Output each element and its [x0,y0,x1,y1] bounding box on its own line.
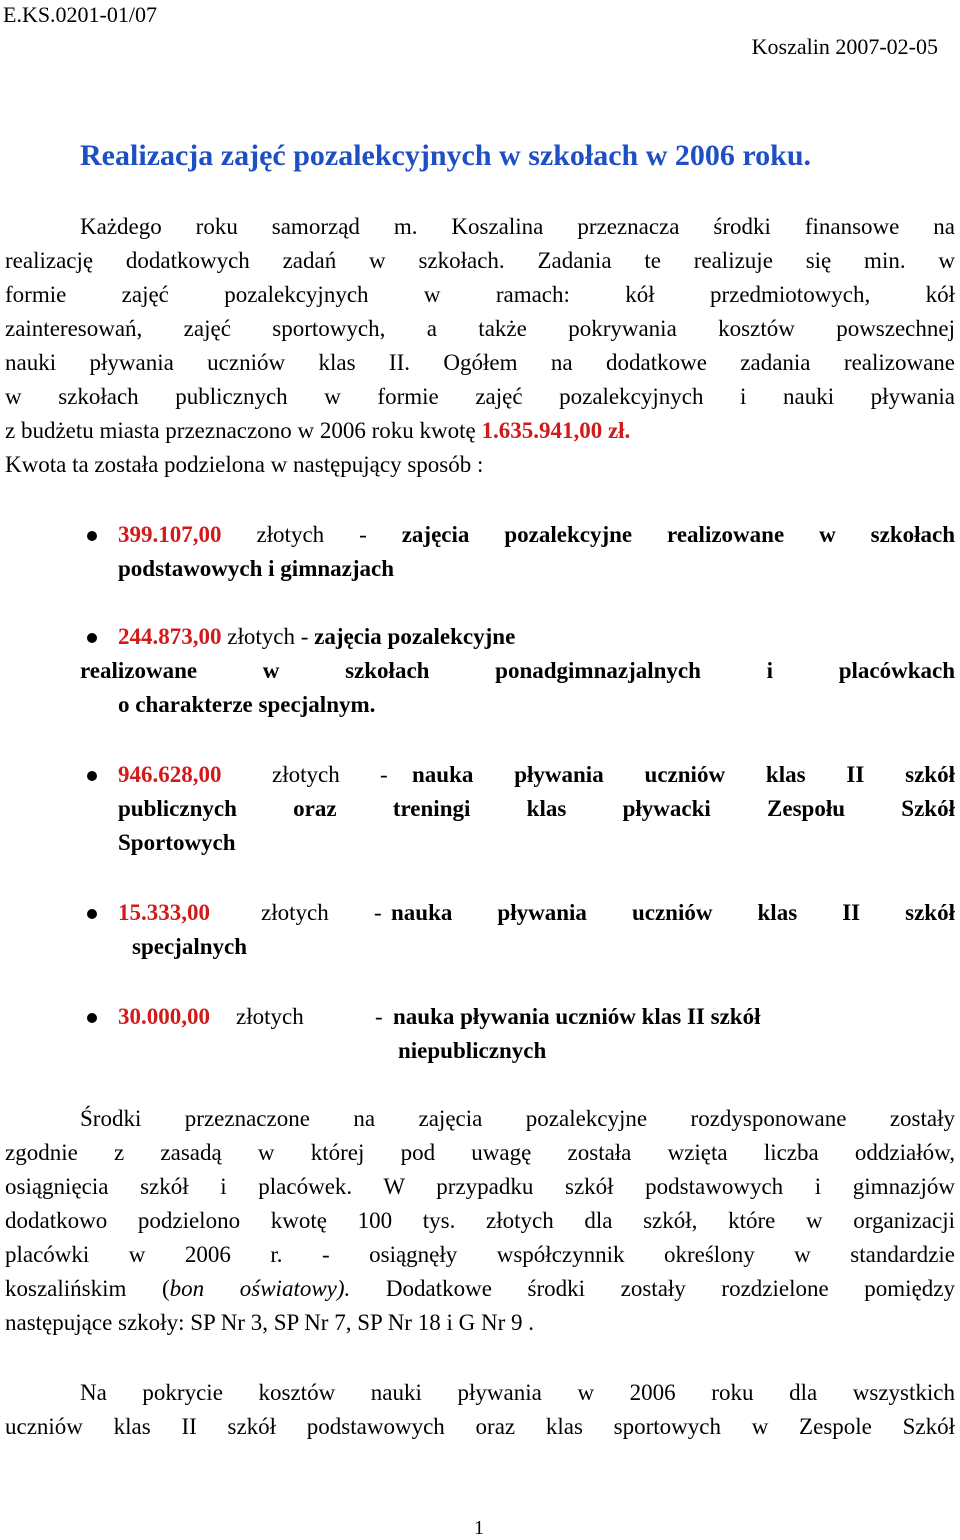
allocation-dash: - [375,1004,383,1029]
allocation-line [118,758,955,792]
allocation-amount: 946.628,00 [118,762,222,787]
bullet-icon [87,771,97,781]
allocation-line: Sportowych [118,830,236,855]
voucher-term: bon oświatowy). [169,1276,351,1301]
allocation-continuation [398,1034,546,1068]
distribution-line: dodatkowo podzielono kwotę 100 tys. złotych dla szkół, które w organizacji [5,1208,955,1233]
total-amount: 1.635.941,00 zł. [481,418,631,443]
place-and-date: Koszalin 2007-02-05 [751,34,938,59]
allocation-unit: złotych [261,900,329,925]
distribution-text: koszalińskim ( [5,1276,170,1301]
intro-line: w szkołach publicznych w formie zajęć pozalekcyjnych i nauki pływania [5,384,955,409]
allocation-unit: złotych - [221,522,402,547]
bullet-icon [87,531,97,541]
intro-line: Każdego roku samorząd m. Koszalina przeznacza środki finansowe na [80,214,955,239]
allocation-line: publicznych oraz treningi klas pływacki Zespołu Szkół [118,796,955,821]
allocation-description: nauka pływania uczniów klas II szkół [391,900,955,925]
allocation-item [118,896,955,930]
allocation-line [118,1000,955,1034]
intro-line-text: z budżetu miasta przeznaczono w 2006 roku kwotę [5,418,482,443]
intro-line [5,414,955,448]
intro-paragraph [5,210,955,482]
allocation-continuation [80,654,955,688]
allocation-description: nauka pływania uczniów klas II szkół [412,762,955,787]
allocation-amount: 399.107,00 [118,522,222,547]
allocation-description: zajęcia pozalekcyjne realizowane w szkołach [401,522,956,547]
allocation-line: o charakterze specjalnym. [118,692,376,717]
allocation-item [118,518,955,586]
swimming-line: Na pokrycie kosztów nauki pływania w 2006 roku dla wszystkich [80,1380,955,1405]
swimming-line: uczniów klas II szkół podstawowych oraz klas sportowych w Zespole Szkół [5,1414,955,1439]
intro-line: zainteresowań, zajęć sportowych, a także pokrywania kosztów powszechnej [5,316,955,341]
allocation-dash: - [374,900,382,925]
distribution-line: placówki w 2006 r. - osiągnęły współczynnik określony w standardzie [5,1242,955,1267]
distribution-line [5,1272,955,1306]
distribution-text: Dodatkowe środki zostały rozdzielone pomiędzy [350,1276,955,1301]
swimming-paragraph [5,1376,955,1444]
allocation-description: zajęcia pozalekcyjne [314,624,516,649]
distribution-line: osiągnięcia szkół i placówek. W przypadku szkół podstawowych i gimnazjów [5,1174,955,1199]
allocation-item [118,620,955,654]
allocation-continuation [118,688,955,722]
distribution-line: następujące szkoły: SP Nr 3, SP Nr 7, SP Nr 18 i G Nr 9 . [5,1310,534,1335]
intro-line: formie zajęć pozalekcyjnych w ramach: kół przedmiotowych, kół [5,282,955,307]
allocation-line: specjalnych [132,934,247,959]
allocation-item [118,758,955,860]
allocation-line: podstawowych i gimnazjach [118,556,395,581]
allocation-continuation [132,930,247,964]
document-title: Realizacja zajęć pozalekcyjnych w szkołach w 2006 roku. [80,139,812,172]
allocation-description: nauka pływania uczniów klas II szkół [393,1004,761,1029]
intro-line: realizację dodatkowych zadań w szkołach. Zadania te realizuje się min. w [5,248,955,273]
allocation-amount: 15.333,00 [118,900,210,925]
document-code: E.KS.0201-01/07 [3,2,157,27]
allocation-amount: 244.873,00 [118,624,222,649]
intro-line: Kwota ta została podzielona w następujący sposób : [5,452,484,477]
allocation-amount: 30.000,00 [118,1004,210,1029]
allocation-item [118,1000,955,1034]
distribution-line: zgodnie z zasadą w której pod uwagę została wzięta liczba oddziałów, [5,1140,955,1165]
distribution-paragraph [5,1102,955,1340]
allocation-line [118,518,955,552]
allocation-unit: złotych [272,762,340,787]
allocation-line: realizowane w szkołach ponadgimnazjalnych i placówkach [80,658,955,683]
allocation-unit: złotych - [221,624,315,649]
bullet-icon [87,1013,97,1023]
allocation-dash: - [380,762,388,787]
allocation-unit: złotych [236,1004,304,1029]
allocation-line [118,896,955,930]
intro-line: nauki pływania uczniów klas II. Ogółem na dodatkowe zadania realizowane [5,350,955,375]
page-number: 1 [474,1517,484,1539]
bullet-icon [87,633,97,643]
distribution-line: Środki przeznaczone na zajęcia pozalekcyjne rozdysponowane zostały [80,1106,955,1131]
allocation-line [118,620,955,654]
bullet-icon [87,909,97,919]
allocation-line: niepublicznych [398,1038,547,1063]
